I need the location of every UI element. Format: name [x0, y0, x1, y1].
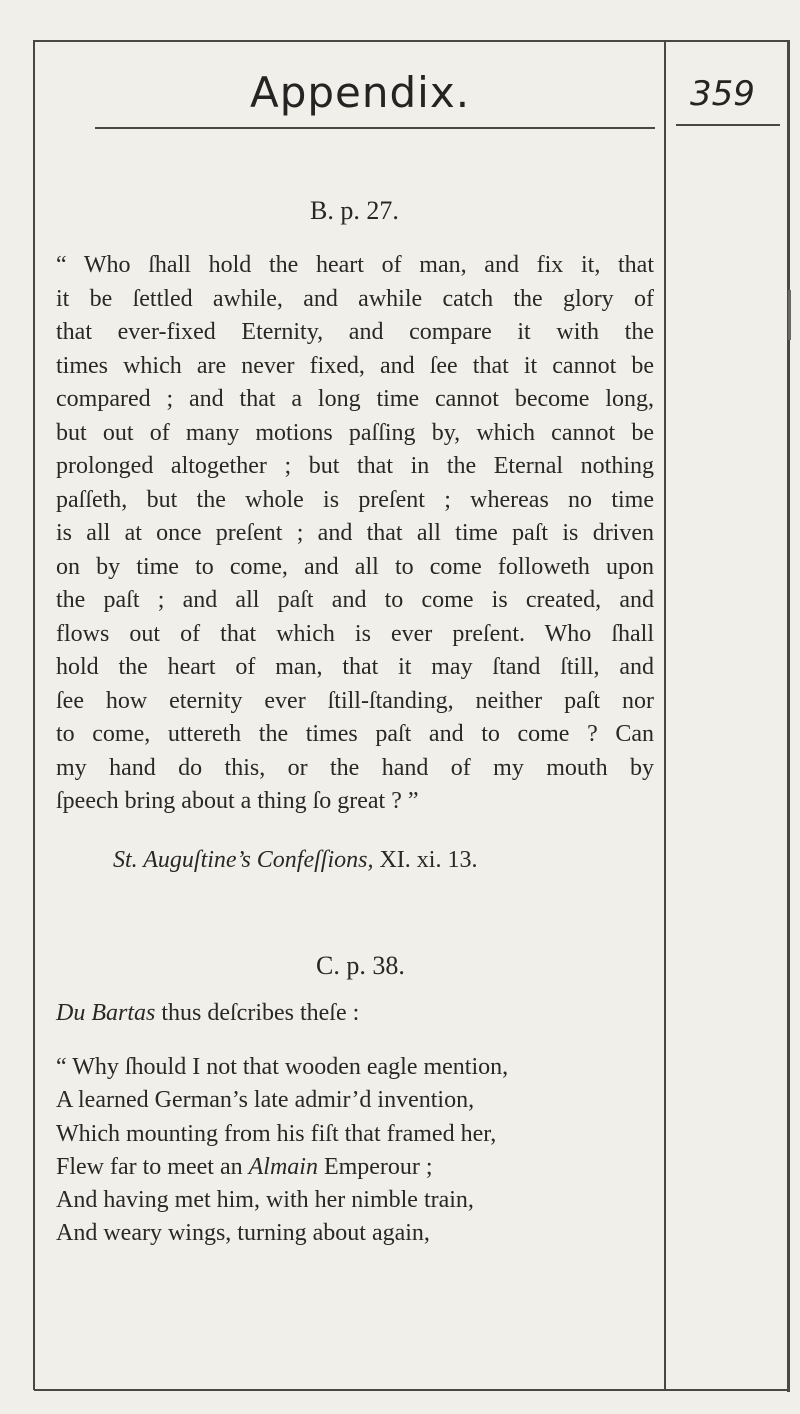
citation [113, 847, 477, 874]
quotation-line: flows out of that which is ever preſent. Who ſhall [56, 620, 654, 647]
running-head-title: Appendix. [250, 68, 471, 117]
page-frame-bottom-rule [34, 1389, 790, 1391]
author-name: Du Bartas [56, 1000, 156, 1026]
quotation-line: to come, uttereth the times paſt and to come ? Can [56, 721, 654, 747]
quotation-line: ſpeech bring about a thing ſo great ? ” [56, 788, 419, 814]
verse-line: “ Why ſhould I not that wooden eagle mention, [56, 1054, 509, 1080]
verse-text: Flew far to meet an [56, 1153, 243, 1180]
intro-text: thus deſcribes theſe : [161, 1000, 360, 1026]
page-frame-right-rule [787, 40, 790, 1392]
du-bartas-intro [56, 1000, 359, 1027]
verse-emphasis: Almain [248, 1153, 318, 1180]
quotation-line: paſſeth, but the whole is preſent ; whereas no time [56, 486, 654, 513]
quotation-line: hold the heart of man, that it may ſtand ſtill, and [56, 654, 654, 680]
citation-work-title: St. Auguſtine’s Confeſſions, [113, 847, 374, 873]
augustine-quotation [56, 249, 654, 819]
citation-reference: XI. xi. 13. [379, 847, 478, 873]
page-number-rule [676, 124, 780, 126]
page-frame-left-rule [33, 40, 35, 1390]
note-b-heading: B. p. 27. [310, 196, 399, 225]
verse-text: Emperour ; [323, 1153, 433, 1180]
quotation-line: prolonged altogether ; but that in the Eternal nothing [56, 453, 654, 479]
quotation-line: the paſt ; and all paſt and to come is created, and [56, 587, 654, 613]
quotation-line: but out of many motions paſſing by, which cannot be [56, 419, 654, 446]
quotation-line: my hand do this, or the hand of my mouth by [56, 754, 654, 781]
verse-line [56, 1151, 508, 1184]
quotation-line: “ Who ſhall hold the heart of man, and fix it, that [56, 252, 654, 278]
note-c-heading: C. p. 38. [316, 951, 405, 980]
quotation-line: on by time to come, and all to come followeth upon [56, 553, 654, 580]
page-number: 359 [690, 74, 755, 114]
quotation-line: is all at once preſent ; and that all time paſt is driven [56, 520, 654, 546]
quotation-line: times which are never fixed, and ſee that it cannot be [56, 352, 654, 379]
quotation-line: it be ſettled awhile, and awhile catch the glory of [56, 285, 654, 312]
page-frame-top-rule [34, 40, 790, 42]
margin-column-divider [664, 40, 666, 1390]
quotation-line: that ever-fixed Eternity, and compare it with the [56, 319, 654, 345]
verse-line: And weary wings, turning about again, [56, 1220, 430, 1247]
verse-line: Which mounting from his fiſt that framed her, [56, 1120, 497, 1147]
running-head-rule [95, 127, 655, 129]
quotation-line: ſee how eternity ever ſtill-ſtanding, neither paſt nor [56, 687, 654, 714]
margin-mark [788, 290, 791, 340]
verse-line: And having met him, with her nimble train, [56, 1187, 474, 1214]
verse-quotation [56, 1051, 508, 1251]
verse-line: A learned German’s late admir’d invention, [56, 1087, 475, 1114]
quotation-line: compared ; and that a long time cannot become long, [56, 386, 654, 412]
